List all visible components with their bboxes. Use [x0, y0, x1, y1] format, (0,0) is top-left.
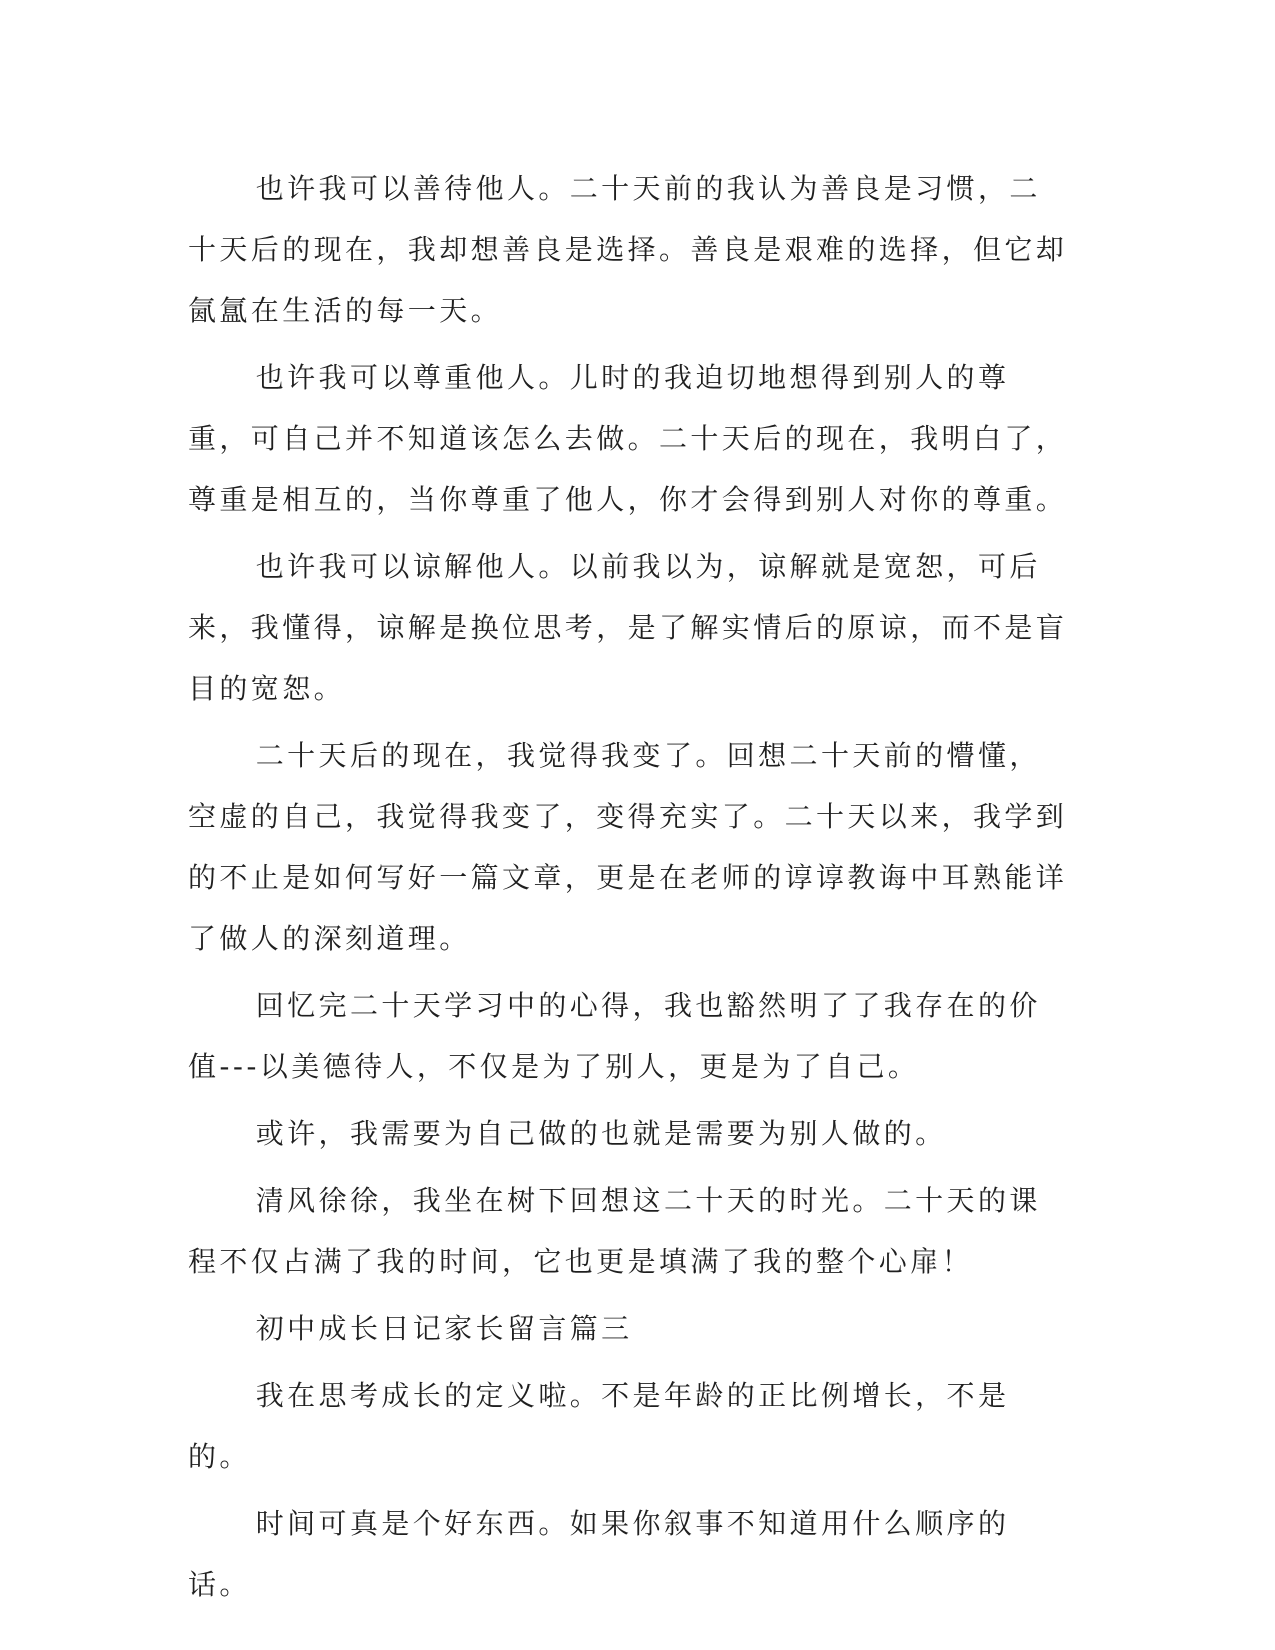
paragraph: 时间可真是个好东西。如果你叙事不知道用什么顺序的话。	[188, 1507, 1010, 1601]
paragraph: 二十天后的现在，我觉得我变了。回想二十天前的懵懂，空虚的自己，我觉得我变了，变得充实了。二十天以来，我学到的不止是如何写好一篇文章，更是在老师的谆谆教诲中耳熟能详了做人的深刻道理。	[188, 739, 1068, 955]
paragraph: 我在思考成长的定义啦。不是年龄的正比例增长，不是的。	[188, 1379, 1010, 1473]
section-heading: 初中成长日记家长留言篇三	[255, 1312, 633, 1345]
paragraph: 清风徐徐，我坐在树下回想这二十天的时光。二十天的课程不仅占满了我的时间，它也更是填满了我的整个心扉！	[188, 1184, 1041, 1278]
document-body	[188, 158, 1068, 1621]
paragraph: 也许我可以善待他人。二十天前的我认为善良是习惯，二十天后的现在，我却想善良是选择。善良是艰难的选择，但它却氤氲在生活的每一天。	[188, 172, 1068, 327]
paragraph: 回忆完二十天学习中的心得，我也豁然明了了我存在的价值---以美德待人，不仅是为了别人，更是为了自己。	[188, 989, 1041, 1083]
paragraph: 也许我可以尊重他人。儿时的我迫切地想得到别人的尊重，可自己并不知道该怎么去做。二十天后的现在，我明白了，尊重是相互的，当你尊重了他人，你才会得到别人对你的尊重。	[188, 361, 1068, 516]
paragraph: 或许，我需要为自己做的也就是需要为别人做的。	[255, 1117, 947, 1150]
paragraph: 也许我可以谅解他人。以前我以为，谅解就是宽恕，可后来，我懂得，谅解是换位思考，是了解实情后的原谅，而不是盲目的宽恕。	[188, 550, 1068, 705]
